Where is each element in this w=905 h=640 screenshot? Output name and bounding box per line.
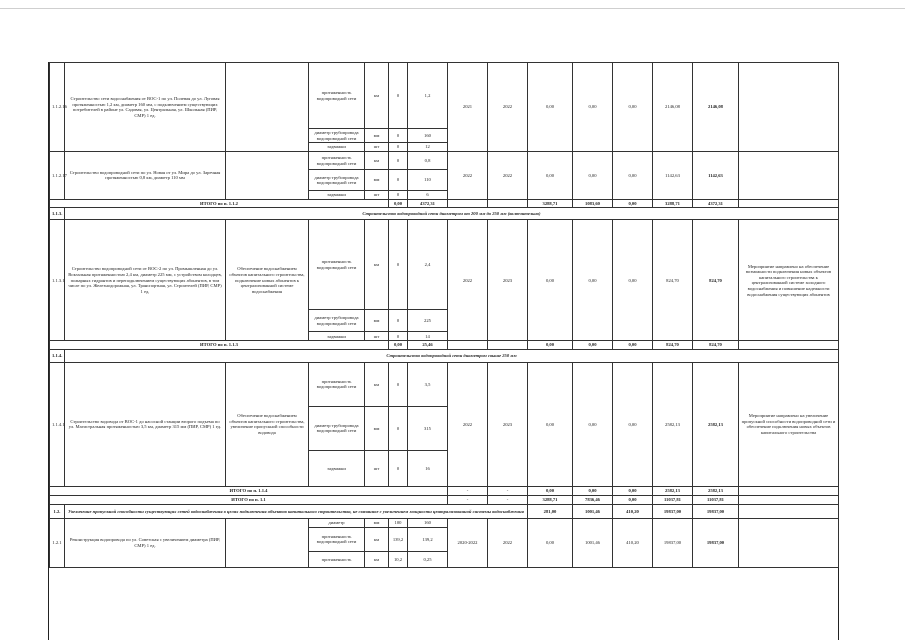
param-unit: шт xyxy=(365,450,389,486)
subtotal-value-3: 0,00 xyxy=(613,495,653,504)
subtotal-value-1: 3288,71 xyxy=(528,495,573,504)
param-from: 0 xyxy=(389,220,408,310)
subtotal-value-1: 3288,71 xyxy=(528,199,573,208)
subtotal-value-2: 0,00 xyxy=(573,486,613,495)
value-1: 0,00 xyxy=(528,152,573,200)
value-2: 0,00 xyxy=(573,220,613,341)
subtotal-col-1: - xyxy=(448,495,488,504)
value-3: 0,00 xyxy=(613,63,653,152)
row-number: 1.1.4.1 xyxy=(50,362,65,486)
subtotal-value-2: 7836,46 xyxy=(573,495,613,504)
subtotal-value-4: 2582,13 xyxy=(653,486,693,495)
subtotal-col-1: - xyxy=(448,486,488,495)
page-top-rule xyxy=(0,8,905,9)
value-total: 2146,08 xyxy=(693,63,739,152)
param-to: 12 xyxy=(408,143,448,152)
section-number: 1.1.3. xyxy=(50,208,65,220)
measures-table xyxy=(49,62,839,568)
year-start: 2022 xyxy=(448,362,488,486)
param-unit: мм xyxy=(365,129,389,143)
param-unit: км xyxy=(365,551,389,567)
measure-note xyxy=(739,518,839,567)
subtotal-total: 4372,31 xyxy=(693,199,739,208)
param-to: 139,2 xyxy=(408,527,448,551)
measure-note: Мероприятие направлено на обеспечение возможности подключения новых объектов капитального строительства к централизованной системе холодного водоснабжения и повышение надежности водоснабжения существующих абонентов xyxy=(739,220,839,341)
subtotal-col-2: 4372,31 xyxy=(408,199,448,208)
subtotal-value-4: 3288,71 xyxy=(653,199,693,208)
measure-description: Строительство водопроводной сети по ул. Новая от ул. Мира до ул. Заречная протяженностью 0,8 км, диаметр 110 мм xyxy=(65,152,226,200)
year-start: 2021 xyxy=(448,63,488,152)
param-name: задвижки xyxy=(309,143,365,152)
table-row xyxy=(50,152,839,170)
param-name: диаметр xyxy=(309,518,365,527)
subtotal-value-1: 0,00 xyxy=(528,486,573,495)
measure-note: Мероприятие направлено на увеличение пропускной способности водопроводной сети и обеспечение подключения новых объектов капитального строительства xyxy=(739,362,839,486)
param-unit: км xyxy=(365,362,389,406)
param-from: 139,2 xyxy=(389,527,408,551)
table-row xyxy=(50,220,839,310)
table-row xyxy=(50,63,839,129)
param-to: 315 xyxy=(408,406,448,450)
measure-description: Строительство водовода от ВОС-1 до насосной станции второго подъема по ул. Магистральная протяженностью 3,5 км, диаметр 315 мм (ПИР, СМР) 1 ед. xyxy=(65,362,226,486)
subtotal-value-4: 11037,81 xyxy=(653,495,693,504)
param-name: протяженность водопроводной сети xyxy=(309,152,365,170)
table-row xyxy=(50,518,839,527)
year-end: 2022 xyxy=(488,63,528,152)
param-unit: шт xyxy=(365,332,389,341)
value-3: 0,00 xyxy=(613,152,653,200)
investment-program-table xyxy=(48,62,839,640)
section-value-2: 1001,46 xyxy=(573,504,613,518)
subtotal-value-1: 0,00 xyxy=(528,341,573,350)
param-to: 0,8 xyxy=(408,152,448,170)
subtotal-col-1: 0,00 xyxy=(389,341,408,350)
measure-description: Реконструкция водопровода по ул. Советская с увеличением диаметра (ПИР, СМР) 1 ед. xyxy=(65,518,226,567)
subtotal-value-4: 824,70 xyxy=(653,341,693,350)
subtotal-label: ИТОГО по п. 1.1 xyxy=(50,495,448,504)
param-from: 0 xyxy=(389,406,408,450)
subtotal-total: 11037,81 xyxy=(693,495,739,504)
value-1: 0,00 xyxy=(528,518,573,567)
param-unit: шт xyxy=(365,191,389,200)
subtotal-empty xyxy=(739,199,839,208)
param-to: 2,4 xyxy=(408,220,448,310)
subtotal-value-3: 0,00 xyxy=(613,341,653,350)
measure-target xyxy=(226,63,309,152)
param-from: 0 xyxy=(389,152,408,170)
value-1: 0,00 xyxy=(528,220,573,341)
param-to: 160 xyxy=(408,129,448,143)
param-to: 0,25 xyxy=(408,551,448,567)
subtotal-value-3: 0,00 xyxy=(613,199,653,208)
param-name: протяженность xyxy=(309,551,365,567)
subtotal-value-2: 1083,60 xyxy=(573,199,613,208)
section-number: 1.1.4. xyxy=(50,349,65,362)
table-row xyxy=(50,362,839,406)
section-empty xyxy=(739,504,839,518)
row-number: 1.1.2.16 xyxy=(50,63,65,152)
param-from: 100 xyxy=(389,518,408,527)
value-4: 2582,13 xyxy=(653,362,693,486)
value-2: 0,00 xyxy=(573,152,613,200)
subtotal-col-2: - xyxy=(488,495,528,504)
param-to: 110 xyxy=(408,170,448,191)
param-unit: мм xyxy=(365,406,389,450)
measure-target: Обеспечение водоснабжением объектов капитального строительства, увеличение пропускной способности водовода xyxy=(226,362,309,486)
value-4: 824,70 xyxy=(653,220,693,341)
value-4: 2146,08 xyxy=(653,63,693,152)
subtotal-total: 2582,13 xyxy=(693,486,739,495)
param-from: 0 xyxy=(389,310,408,332)
section-total: 19837,00 xyxy=(693,504,739,518)
param-name: задвижки xyxy=(309,450,365,486)
value-total: 19837,00 xyxy=(693,518,739,567)
param-to: 1,2 xyxy=(408,63,448,129)
param-to: 160 xyxy=(408,518,448,527)
measure-note xyxy=(739,152,839,200)
subtotal-row xyxy=(50,341,839,350)
row-number: 1.2.1 xyxy=(50,518,65,567)
measure-description: Строительство сети водоснабжения от ВОС-1 по ул. Полевая до ул. Луговая протяженностью 1,2 км, диаметр 160 мм, с подключением существующих потребителей в районе ул. Садовая, ул. Центральная, ул. Школьная (ПИР, СМР) 1 ед. xyxy=(65,63,226,152)
year-start: 2022 xyxy=(448,152,488,200)
value-total: 824,70 xyxy=(693,220,739,341)
section-row xyxy=(50,504,839,518)
param-from: 0 xyxy=(389,450,408,486)
value-3: 0,00 xyxy=(613,362,653,486)
subtotal-row xyxy=(50,486,839,495)
param-from: 0 xyxy=(389,191,408,200)
subtotal-empty xyxy=(739,341,839,350)
value-2: 1001,46 xyxy=(573,518,613,567)
param-name: диаметр трубопровода водопроводной сети xyxy=(309,129,365,143)
section-value-3: 410,20 xyxy=(613,504,653,518)
param-from: 0 xyxy=(389,332,408,341)
year-end: 2023 xyxy=(488,362,528,486)
measure-target: Обеспечение водоснабжением объектов капитального строительства, подключение новых абонентов к централизованной системе водоснабжения xyxy=(226,220,309,341)
param-to: 3,5 xyxy=(408,362,448,406)
value-total: 1142,63 xyxy=(693,152,739,200)
section-number: 1.2. xyxy=(50,504,65,518)
param-to: 6 xyxy=(408,191,448,200)
subtotal-col-2: 25,46 xyxy=(408,341,448,350)
value-2: 0,00 xyxy=(573,362,613,486)
param-name: протяженность водопроводной сети xyxy=(309,220,365,310)
param-from: 0 xyxy=(389,63,408,129)
param-name: диаметр трубопровода водопроводной сети xyxy=(309,170,365,191)
param-unit: км xyxy=(365,527,389,551)
param-unit: км xyxy=(365,152,389,170)
section-row xyxy=(50,208,839,220)
year-end: 2022 xyxy=(488,518,528,567)
subtotal-empty xyxy=(488,341,528,350)
section-row xyxy=(50,349,839,362)
value-2: 0,00 xyxy=(573,63,613,152)
year-end: 2022 xyxy=(488,152,528,200)
subtotal-empty xyxy=(448,199,488,208)
subtotal-empty xyxy=(488,199,528,208)
section-title: Строительство водопроводной сети диаметром от 200 мм до 250 мм (включительно) xyxy=(65,208,839,220)
measure-note xyxy=(739,63,839,152)
subtotal-label: ИТОГО по п. 1.1.3 xyxy=(50,341,389,350)
value-1: 0,00 xyxy=(528,362,573,486)
param-from: 0 xyxy=(389,143,408,152)
year-start: 2022 xyxy=(448,220,488,341)
value-4: 19837,00 xyxy=(653,518,693,567)
param-name: протяженность водопроводной сети xyxy=(309,63,365,129)
value-4: 1142,63 xyxy=(653,152,693,200)
param-from: 0 xyxy=(389,129,408,143)
section-title: Строительство водопроводной сети диаметром свыше 250 мм xyxy=(65,349,839,362)
row-number: 1.1.3.1 xyxy=(50,220,65,341)
param-name: диаметр трубопровода водопроводной сети xyxy=(309,310,365,332)
value-3: 0,00 xyxy=(613,220,653,341)
param-name: диаметр трубопровода водопроводной сети xyxy=(309,406,365,450)
section-value-4: 19837,00 xyxy=(653,504,693,518)
param-name: задвижки xyxy=(309,332,365,341)
subtotal-col-1: 0,00 xyxy=(389,199,408,208)
value-3: 410,20 xyxy=(613,518,653,567)
measure-description: Строительство водопроводной сети от ВОС-2 по ул. Промышленная до ул. Вокзальная протяженностью 2,4 км, диаметр 225 мм, с устройством колодцев, пожарных гидрантов и переподключением существующих абонентов, в том числе по ул. Железнодорожная, ул. Транспортная, ул. Строителей (ПИР, СМР) 1 ед. xyxy=(65,220,226,341)
subtotal-total: 824,70 xyxy=(693,341,739,350)
measure-target xyxy=(226,152,309,200)
subtotal-value-3: 0,00 xyxy=(613,486,653,495)
subtotal-label: ИТОГО по п. 1.1.4 xyxy=(50,486,448,495)
param-unit: мм xyxy=(365,310,389,332)
param-from: 0 xyxy=(389,170,408,191)
param-unit: км xyxy=(365,220,389,310)
value-total: 2582,13 xyxy=(693,362,739,486)
param-from: 0 xyxy=(389,362,408,406)
measure-target xyxy=(226,518,309,567)
year-end: 2023 xyxy=(488,220,528,341)
row-number: 1.1.2.17 xyxy=(50,152,65,200)
param-to: 16 xyxy=(408,450,448,486)
param-unit: шт xyxy=(365,143,389,152)
year-start: 2020-2022 xyxy=(448,518,488,567)
subtotal-empty xyxy=(448,341,488,350)
param-name: протяженность водопроводной сети xyxy=(309,527,365,551)
param-to: 14 xyxy=(408,332,448,341)
subtotal-row xyxy=(50,495,839,504)
subtotal-row xyxy=(50,199,839,208)
section-value-1: 281,00 xyxy=(528,504,573,518)
value-1: 0,00 xyxy=(528,63,573,152)
param-name: задвижки xyxy=(309,191,365,200)
param-to: 225 xyxy=(408,310,448,332)
subtotal-empty xyxy=(739,486,839,495)
param-unit: км xyxy=(365,63,389,129)
subtotal-value-2: 0,00 xyxy=(573,341,613,350)
subtotal-col-2: - xyxy=(488,486,528,495)
param-from: 10,2 xyxy=(389,551,408,567)
subtotal-empty xyxy=(739,495,839,504)
param-unit: мм xyxy=(365,518,389,527)
subtotal-label: ИТОГО по п. 1.1.2 xyxy=(50,199,389,208)
param-name: протяженность водопроводной сети xyxy=(309,362,365,406)
section-title: Увеличение пропускной способности существующих сетей водоснабжения в целях подключения объектов капитального строительства, не связанное с увеличением мощности централизованной системы водоснабжения xyxy=(65,504,528,518)
param-unit: мм xyxy=(365,170,389,191)
